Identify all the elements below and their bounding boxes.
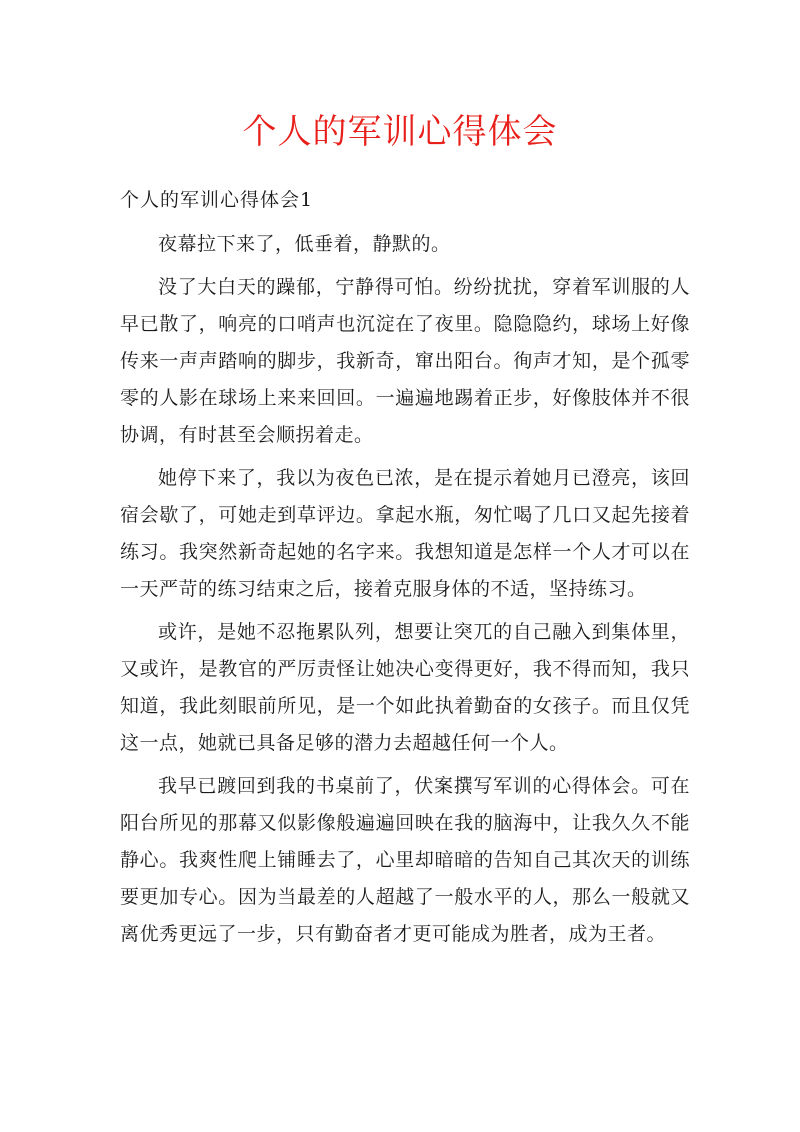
paragraph: 没了大白天的躁郁，宁静得可怕。纷纷扰扰，穿着军训服的人早已散了，响亮的口哨声也沉淀在了夜里。隐隐隐约，球场上好像传来一声声踏响的脚步，我新奇，窜出阳台。徇声才知，是个孤零零的人影在球场上来来回回。一遍遍地踢着正步，好像肢体并不很协调，有时甚至会顺拐着走。 xyxy=(120,276,690,446)
document-body xyxy=(120,226,690,959)
paragraph: 或许，是她不忍拖累队列，想要让突兀的自己融入到集体里，又或许，是教官的严厉责怪让她决心变得更好，我不得而知，我只知道，我此刻眼前所见，是一个如此执着勤奋的女孩子。而且仅凭这一点，她就已具备足够的潜力去超越任何一个人。 xyxy=(120,621,690,754)
paragraph: 夜幕拉下来了，低垂着，静默的。 xyxy=(158,233,451,255)
paragraph: 我早已踱回到我的书桌前了，伏案撰写军训的心得体会。可在阳台所见的那幕又似影像般遍遍回映在我的脑海中，让我久久不能静心。我爽性爬上铺睡去了，心里却暗暗的告知自己其次天的训练要更加专心。因为当最差的人超越了一般水平的人，那么一般就又离优秀更远了一步，只有勤奋者才更可能成为胜者，成为王者。 xyxy=(120,775,690,945)
paragraph: 她停下来了，我以为夜色已浓，是在提示着她月已澄亮，该回宿会歇了，可她走到草评边。拿起水瓶，匆忙喝了几口又起先接着练习。我突然新奇起她的名字来。我想知道是怎样一个人才可以在一天严苛的练习结束之后，接着克服身体的不适，坚持练习。 xyxy=(120,467,690,600)
document-title: 个人的军训心得体会 xyxy=(242,112,558,152)
section-heading: 个人的军训心得体会1 xyxy=(120,189,314,211)
